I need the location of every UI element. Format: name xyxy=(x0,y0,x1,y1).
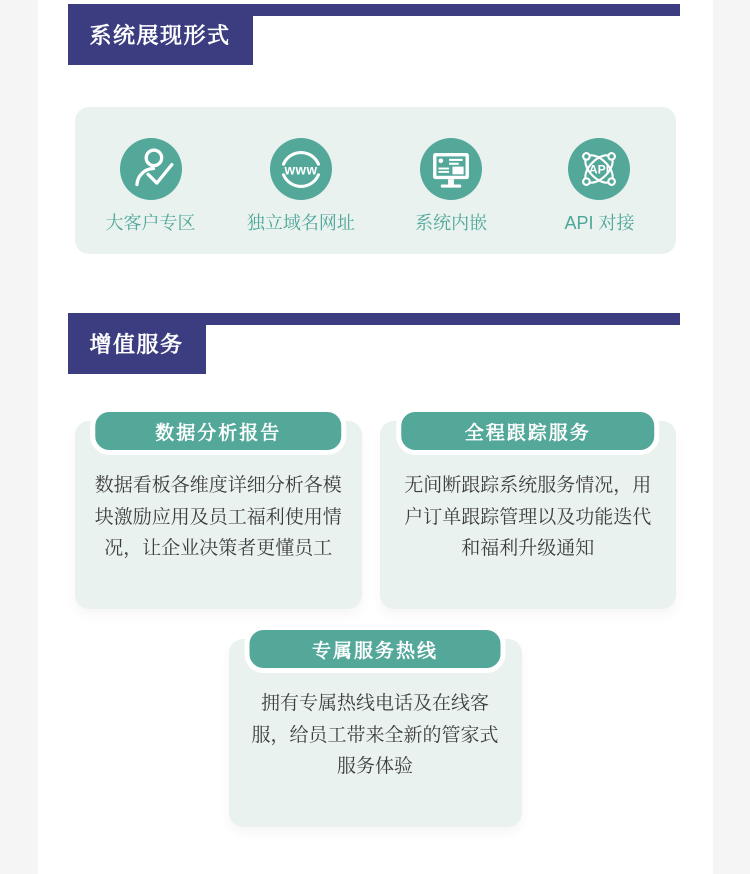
section-header-value-added-services xyxy=(68,313,680,374)
svg-text:API: API xyxy=(589,162,610,177)
api-network-icon xyxy=(568,138,630,200)
form-item-embedded-system xyxy=(399,138,503,254)
service-card-full-tracking xyxy=(380,421,676,609)
service-card-description: 拥有专属热线电话及在线客服，给员工带来全新的管家式服务体验 xyxy=(251,693,499,777)
section-header-display-forms xyxy=(68,4,680,65)
services-row-center xyxy=(38,639,713,827)
service-card-data-analysis xyxy=(75,421,363,609)
service-card-title: 全程跟踪服务 xyxy=(396,407,660,455)
monitor-icon xyxy=(420,138,482,200)
form-item-vip-zone xyxy=(99,138,203,254)
service-card-description: 数据看板各维度详细分析各模块激励应用及员工福利使用情况，让企业决策者更懂员工 xyxy=(94,475,342,559)
display-forms-card xyxy=(75,107,676,254)
form-label: 独立域名网址 xyxy=(246,213,355,233)
section-title-value-added-services: 增值服务 xyxy=(68,313,206,374)
section-title-display-forms: 系统展现形式 xyxy=(68,4,253,65)
www-globe-icon xyxy=(270,138,332,200)
form-label: 系统内嵌 xyxy=(415,213,488,233)
form-item-api-integration xyxy=(547,138,651,254)
service-card-description: 无间断跟踪系统服务情况，用户订单跟踪管理以及功能迭代和福利升级通知 xyxy=(404,475,652,559)
form-label: API 对接 xyxy=(564,213,635,233)
service-card-title: 数据分析报告 xyxy=(91,407,347,455)
form-label: 大客户专区 xyxy=(105,213,196,233)
service-card-dedicated-hotline xyxy=(229,639,522,827)
form-item-independent-domain xyxy=(247,138,355,254)
svg-text:www: www xyxy=(284,162,318,178)
page-background xyxy=(38,0,713,874)
services-row xyxy=(75,421,676,609)
service-card-title: 专属服务热线 xyxy=(245,625,506,673)
user-check-icon xyxy=(120,138,182,200)
